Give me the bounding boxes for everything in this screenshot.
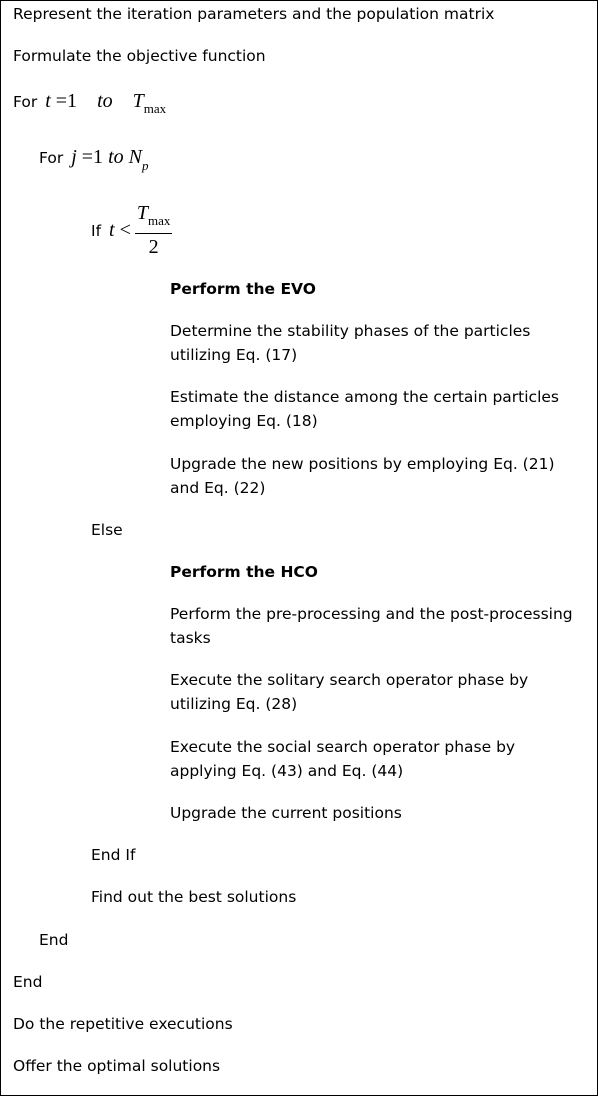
step-find-best: Find out the best solutions (91, 888, 297, 906)
var-t: t (109, 219, 115, 241)
for-t-loop (13, 89, 166, 121)
less-than: < (119, 219, 131, 241)
if-expression (109, 219, 131, 241)
var-T: T (136, 202, 148, 224)
fraction-tmax-over-2 (135, 201, 173, 260)
denominator: 2 (148, 236, 159, 258)
evo-step-stability: Determine the stability phases of the particles utilizing Eq. (17) (170, 322, 531, 364)
evo-step-upgrade: Upgrade the new positions by employing Eq. (21) and Eq. (22) (170, 455, 555, 497)
hco-step-processing: Perform the pre-processing and the post-processing tasks (170, 605, 573, 647)
for-keyword: For (13, 93, 38, 111)
for-j-expression (71, 146, 149, 173)
hco-heading: Perform the HCO (170, 563, 318, 581)
subscript-p: p (141, 158, 149, 173)
if-keyword: If (91, 221, 102, 240)
step-represent-parameters: Represent the iteration parameters and the population matrix (13, 5, 495, 23)
hco-step-social: Execute the social search operator phase by applying Eq. (43) and Eq. (44) (170, 738, 516, 780)
step-offer-optimal: Offer the optimal solutions (13, 1057, 221, 1075)
for-t-expression (45, 90, 167, 116)
step-formulate-objective: Formulate the objective function (13, 47, 266, 65)
equals-one: =1 (55, 90, 78, 112)
for-keyword: For (39, 149, 64, 167)
var-j: j (71, 146, 77, 168)
step-repetitive: Do the repetitive executions (13, 1015, 233, 1033)
for-j-loop (39, 145, 148, 178)
end-inner-loop: End (39, 931, 69, 949)
evo-step-distance: Estimate the distance among the certain particles employing Eq. (18) (170, 388, 559, 430)
to-keyword: to (108, 146, 124, 168)
if-condition (91, 201, 172, 260)
equals-one: =1 (81, 146, 104, 168)
var-T: T (132, 90, 144, 112)
else-keyword: Else (91, 521, 123, 539)
var-t: t (45, 90, 51, 112)
evo-heading: Perform the EVO (170, 280, 316, 298)
subscript-max: max (143, 101, 167, 116)
to-keyword: to (97, 90, 113, 112)
end-if-keyword: End If (91, 846, 136, 864)
hco-step-upgrade: Upgrade the current positions (170, 804, 402, 822)
subscript-max: max (148, 213, 171, 228)
var-N: N (128, 146, 142, 168)
end-outer-loop: End (13, 973, 43, 991)
hco-step-solitary: Execute the solitary search operator phase by utilizing Eq. (28) (170, 671, 529, 713)
